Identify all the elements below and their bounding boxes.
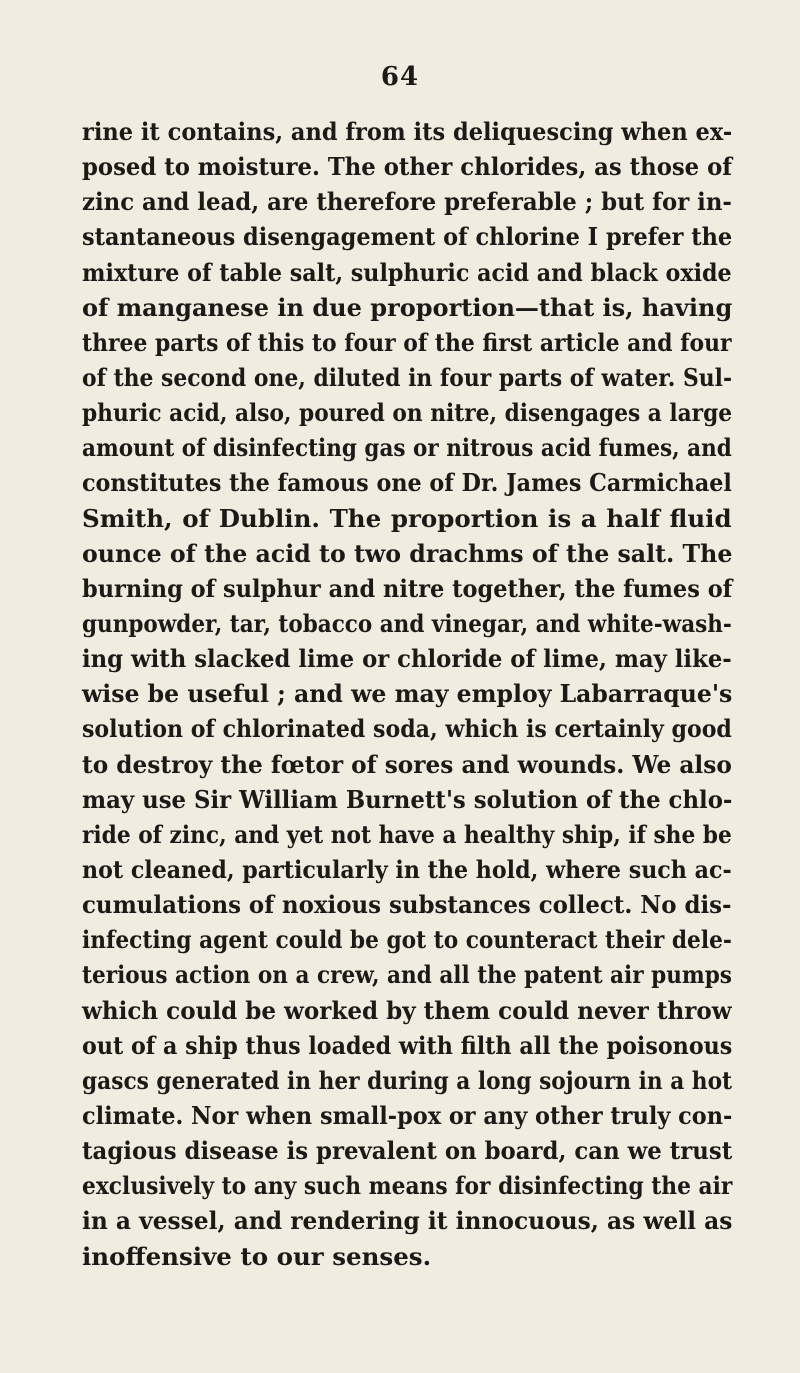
text-line: amount of disinfecting gas or nitrous acid fumes, and (82, 433, 732, 463)
text-line: wise be useful ; and we may employ Labarraque's (82, 679, 733, 709)
text-line: phuric acid, also, poured on nitre, disengages a large (82, 398, 733, 428)
text-line: ride of zinc, and yet not have a healthy ship, if she be (82, 819, 732, 849)
text-line: constitutes the famous one of Dr. James Carmichael (82, 468, 732, 498)
text-line: of manganese in due proportion—that is, having (82, 292, 733, 322)
text-line: rine it contains, and from its deliquescing when ex- (82, 117, 733, 146)
text-line: terious action on a crew, and all the patent air pumps (82, 960, 732, 990)
text-line: stantaneous disengagement of chlorine I prefer the (82, 222, 733, 252)
text-line: gascs generated in her during a long sojourn in a hot (82, 1065, 733, 1095)
page-number: 64 (380, 62, 420, 92)
text-line: burning of sulphur and nitre together, the fumes of (82, 573, 733, 603)
text-line: Smith, of Dublin. The proportion is a half fluid (82, 503, 732, 533)
text-line: tagious disease is prevalent on board, can we trust (82, 1136, 733, 1166)
body-text (82, 114, 732, 1274)
text-line: to destroy the fœtor of sores and wounds. We also (82, 749, 732, 779)
text-line: mixture of table salt, sulphuric acid and black oxide (82, 257, 732, 287)
text-line: zinc and lead, are therefore preferable ; but for in- (82, 187, 732, 217)
text-line: of the second one, diluted in four parts of water. Sul- (82, 362, 733, 392)
text-line: three parts of this to four of the first article and four (82, 327, 732, 357)
text-line: ing with slacked lime or chloride of lime, may like- (82, 644, 732, 674)
text-line: in a vessel, and rendering it innocuous, as well as (82, 1206, 733, 1236)
text-line: solution of chlorinated soda, which is certainly good (82, 714, 732, 744)
text-line: exclusively to any such means for disinfecting the air (82, 1171, 733, 1201)
text-line: not cleaned, particularly in the hold, where such ac- (82, 854, 732, 884)
text-line: cumulations of noxious substances collect. No dis- (82, 890, 732, 920)
text-line: which could be worked by them could never throw (82, 995, 732, 1025)
text-line: gunpowder, tar, tobacco and vinegar, and white-wash- (82, 608, 732, 638)
text-line: out of a ship thus loaded with filth all the poisonous (82, 1030, 733, 1060)
text-line: ounce of the acid to two drachms of the salt. The (82, 538, 733, 568)
text-line: posed to moisture. The other chlorides, as those of (82, 152, 733, 182)
text-line: may use Sir William Burnett's solution of the chlo- (82, 784, 733, 814)
text-line: infecting agent could be got to counteract their dele- (82, 925, 732, 955)
text-line: climate. Nor when small-pox or any other truly con- (82, 1100, 733, 1130)
text-line: inoffensive to our senses. (82, 1241, 432, 1271)
